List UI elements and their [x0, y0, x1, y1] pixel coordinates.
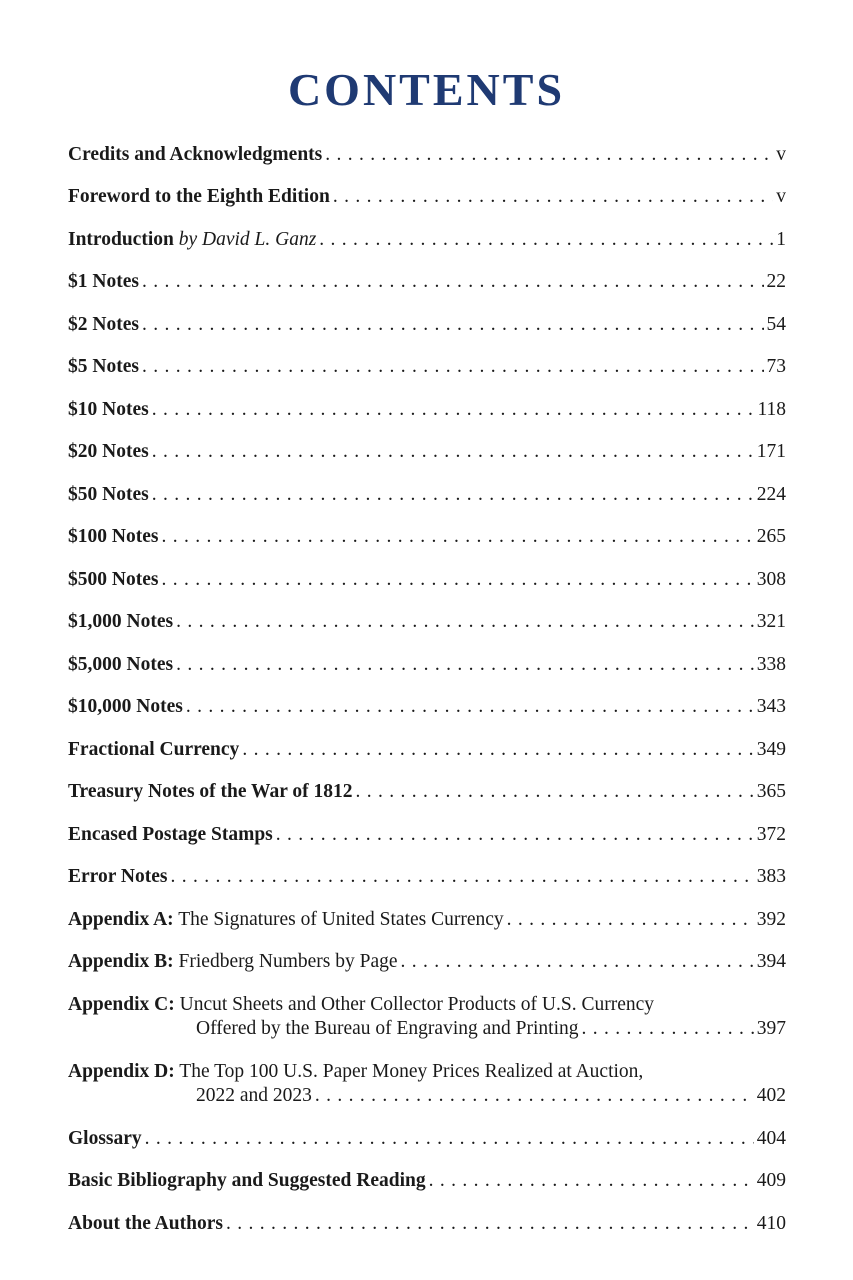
dot-leader	[142, 270, 764, 298]
toc-entry-page: 22	[766, 271, 786, 292]
dot-leader	[276, 823, 754, 851]
appendix-key: Appendix D:	[68, 1061, 175, 1082]
toc-entry-1000-notes[interactable]	[68, 596, 786, 639]
toc-entry-1-notes[interactable]	[68, 256, 786, 299]
toc-entry-label: $5,000 Notes	[68, 653, 174, 675]
toc-entry-label: Treasury Notes of the War of 1812	[68, 781, 353, 802]
toc-entry-page: 1	[776, 228, 786, 250]
toc-entry-label: $10,000 Notes	[68, 696, 183, 717]
dot-leader	[242, 738, 753, 766]
toc-entry-20-notes[interactable]	[68, 426, 786, 469]
appendix-title: The Top 100 U.S. Paper Money Prices Realized at Auction,	[179, 1061, 644, 1082]
toc-entry-page: 394	[756, 951, 786, 972]
toc-entry-label: Introduction	[68, 228, 174, 250]
appendix-first-line	[68, 993, 786, 1017]
appendix-first-line	[68, 1060, 786, 1084]
dot-leader	[507, 908, 754, 936]
toc-entry-5-notes[interactable]	[68, 341, 786, 384]
toc-entry-page: v	[776, 143, 786, 165]
toc-entry-page: 365	[756, 781, 786, 802]
toc-entry-page: 343	[756, 696, 786, 717]
toc-entry-5000-notes[interactable]	[68, 638, 786, 681]
toc-entry-page: 349	[756, 738, 786, 760]
toc-entry-error-notes[interactable]	[68, 851, 786, 894]
toc-entry-about-authors[interactable]	[68, 1197, 786, 1240]
toc-entry-label-group	[68, 950, 398, 978]
toc-entry-100-notes[interactable]	[68, 511, 786, 554]
appendix-title: The Signatures of United States Currency	[178, 908, 504, 930]
dot-leader	[319, 228, 773, 256]
toc-entry-page: v	[776, 186, 786, 207]
toc-entry-label: $10 Notes	[68, 398, 149, 420]
dot-leader	[325, 143, 773, 171]
page-title: CONTENTS	[287, 64, 566, 115]
toc-entry-page: 171	[756, 441, 786, 462]
appendix-title: Friedberg Numbers by Page	[178, 951, 398, 972]
appendix-key: Appendix A:	[68, 908, 174, 930]
toc-entry-page: 265	[756, 526, 786, 547]
toc-entry-label: Credits and Acknowledgments	[68, 143, 323, 165]
toc-entry-page: 402	[756, 1085, 786, 1106]
dot-leader	[356, 780, 754, 808]
appendix-second-line	[68, 1084, 786, 1112]
toc-entry-credits[interactable]	[68, 128, 786, 171]
appendix-title-continued: Offered by the Bureau of Engraving and Printing	[196, 1018, 579, 1039]
toc-entry-label: $500 Notes	[68, 568, 159, 590]
toc-entry-bibliography[interactable]	[68, 1155, 786, 1198]
toc-entry-page: 410	[756, 1212, 786, 1234]
toc-entry-page: 392	[756, 908, 786, 930]
toc-entry-label-group	[68, 1060, 643, 1084]
appendix-second-line	[68, 1017, 786, 1045]
toc-entry-10-notes[interactable]	[68, 383, 786, 426]
toc-entry-label: Error Notes	[68, 866, 168, 887]
toc-entry-2-notes[interactable]	[68, 298, 786, 341]
toc-entry-label: $1 Notes	[68, 271, 139, 292]
toc-entry-label: Foreword to the Eighth Edition	[68, 186, 330, 207]
toc-entry-fractional-currency[interactable]	[68, 723, 786, 766]
toc-entry-page: 118	[757, 398, 786, 420]
toc-entry-page: 54	[766, 313, 786, 335]
toc-entry-500-notes[interactable]	[68, 553, 786, 596]
toc-entry-page: 397	[756, 1018, 786, 1039]
dot-leader	[226, 1212, 754, 1240]
toc-entry-label: Basic Bibliography and Suggested Reading	[68, 1170, 426, 1191]
toc-entry-50-notes[interactable]	[68, 468, 786, 511]
toc-entry-label: $2 Notes	[68, 313, 139, 335]
dot-leader	[176, 653, 754, 681]
dot-leader	[142, 355, 764, 383]
dot-leader	[161, 525, 753, 553]
appendix-key: Appendix C:	[68, 994, 175, 1015]
toc-entry-introduction[interactable]	[68, 213, 786, 256]
toc-entry-label: Glossary	[68, 1127, 142, 1149]
dot-leader	[142, 313, 764, 341]
dot-leader	[333, 185, 773, 213]
dot-leader	[429, 1169, 754, 1197]
toc-entry-encased-postage-stamps[interactable]	[68, 808, 786, 851]
dot-leader	[161, 568, 753, 596]
toc-entry-page: 73	[766, 356, 786, 377]
appendix-key: Appendix B:	[68, 951, 174, 972]
toc-entry-appendix-c[interactable]	[68, 978, 786, 1045]
dot-leader	[176, 610, 754, 638]
toc-entry-appendix-b[interactable]	[68, 936, 786, 979]
toc-entry-label-group	[68, 228, 316, 256]
toc-entry-label: Fractional Currency	[68, 738, 240, 760]
toc-entry-page: 321	[756, 611, 786, 632]
toc-entry-glossary[interactable]	[68, 1112, 786, 1155]
toc-entry-label: $20 Notes	[68, 441, 149, 462]
toc-entry-page: 409	[756, 1170, 786, 1191]
toc-entry-label: $50 Notes	[68, 483, 149, 505]
toc-entry-page: 372	[756, 823, 786, 845]
toc-entry-page: 224	[756, 483, 786, 505]
toc-entry-foreword[interactable]	[68, 171, 786, 214]
dot-leader	[401, 950, 754, 978]
toc-entry-page: 338	[756, 653, 786, 675]
toc-entry-appendix-a[interactable]	[68, 893, 786, 936]
dot-leader	[170, 865, 753, 893]
toc-entry-label: $1,000 Notes	[68, 611, 174, 632]
toc-entry-label: $100 Notes	[68, 526, 159, 547]
appendix-title: Uncut Sheets and Other Collector Products of U.S. Currency	[179, 994, 655, 1015]
appendix-title-continued: 2022 and 2023	[196, 1085, 312, 1106]
toc-entry-page: 308	[756, 568, 786, 590]
toc-entry-treasury-notes-1812[interactable]	[68, 766, 786, 809]
dot-leader	[315, 1084, 754, 1112]
dot-leader	[152, 483, 754, 511]
toc-entry-byline: by David L. Ganz	[178, 228, 317, 250]
toc-entry-10000-notes[interactable]	[68, 681, 786, 724]
dot-leader	[152, 440, 754, 468]
toc-entry-label-group	[68, 993, 654, 1017]
toc-entry-label: About the Authors	[68, 1212, 223, 1234]
table-of-contents	[68, 128, 786, 1240]
toc-entry-page: 404	[756, 1127, 786, 1149]
toc-entry-page: 383	[756, 866, 786, 887]
dot-leader	[152, 398, 755, 426]
toc-entry-label: $5 Notes	[68, 356, 139, 377]
toc-entry-label-group	[68, 908, 504, 936]
dot-leader	[582, 1017, 754, 1045]
toc-entry-label: Encased Postage Stamps	[68, 823, 273, 845]
dot-leader	[186, 695, 754, 723]
dot-leader	[145, 1127, 754, 1155]
toc-entry-appendix-d[interactable]	[68, 1045, 786, 1112]
